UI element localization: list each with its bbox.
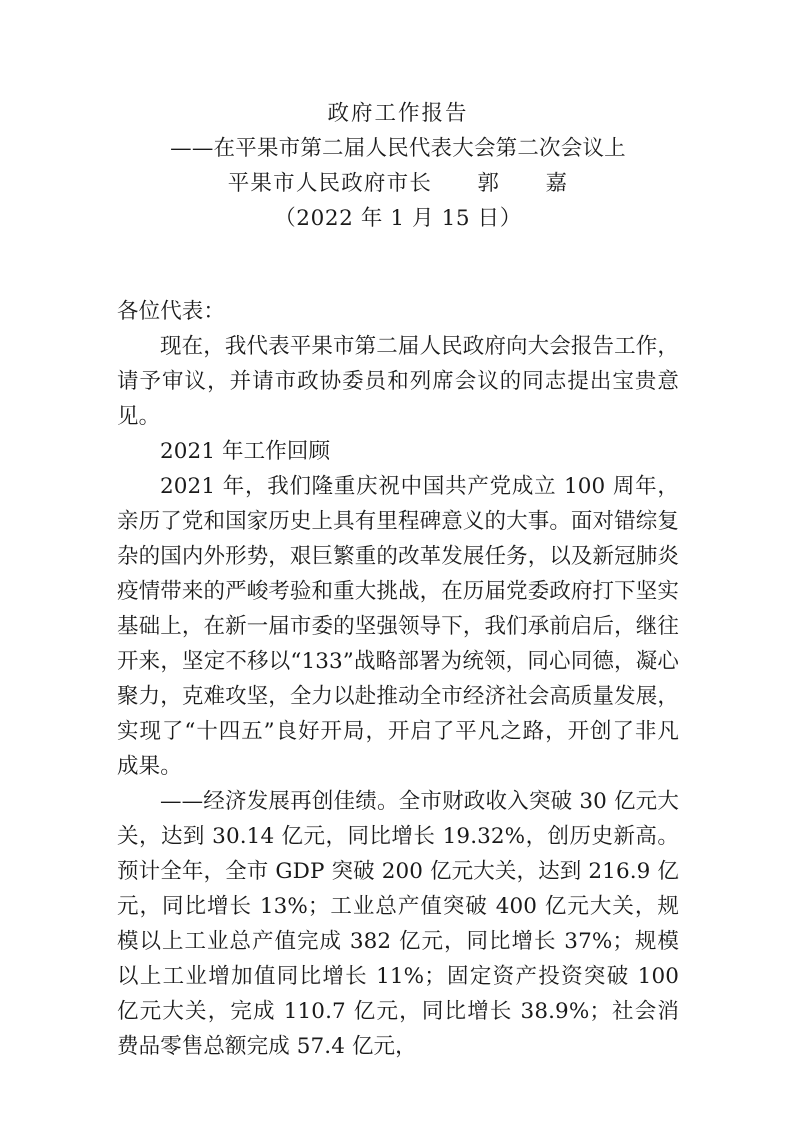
title-block [117,96,679,236]
document-date-line: （2022 年 1 月 15 日） [274,206,522,231]
section-heading-2021-review: 2021 年工作回顾 [160,439,331,464]
document-author-line: 平果市人民政府市长 郭 嘉 [227,171,569,196]
document-subtitle: ——在平果市第二届人民代表大会第二次会议上 [170,136,626,161]
title-body-spacer [117,236,679,294]
salutation: 各位代表： [117,299,226,324]
document-body [117,294,679,1064]
page-content [117,96,679,1064]
body-paragraph: 现在，我代表平果市第二届人民政府向大会报告工作，请予审议，并请市政协委员和列席会议的同志提出宝贵意见。 [117,334,679,429]
body-paragraph: ——经济发展再创佳绩。全市财政收入突破 30 亿元大关，达到 30.14 亿元，同比增长 19.32%，创历史新高。预计全年，全市 GDP 突破 200 亿元大关，达到 216.9 亿元，同比增长 13%；工业总产值突破 400 亿元大关，规模以上工业总产值完成 382 亿元，同比增长 37%；规模以上工业增加值同比增长 11%；固定资产投资突破 100 亿元大关，完成 110.7 亿元，同比增长 38.9%；社会消费品零售总额完成 57.4 亿元， [117,789,679,1059]
body-paragraph: 2021 年，我们隆重庆祝中国共产党成立 100 周年，亲历了党和国家历史上具有里程碑意义的大事。面对错综复杂的国内外形势，艰巨繁重的改革发展任务，以及新冠肺炎疫情带来的严峻考验和重大挑战，在历届党委政府打下坚实基础上，在新一届市委的坚强领导下，我们承前启后，继往开来，坚定不移以“133”战略部署为统领，同心同德，凝心聚力，克难攻坚，全力以赴推动全市经济社会高质量发展，实现了“十四五”良好开局，开启了平凡之路，开创了非凡成果。 [117,474,679,779]
page-title: 政府工作报告 [327,101,469,126]
